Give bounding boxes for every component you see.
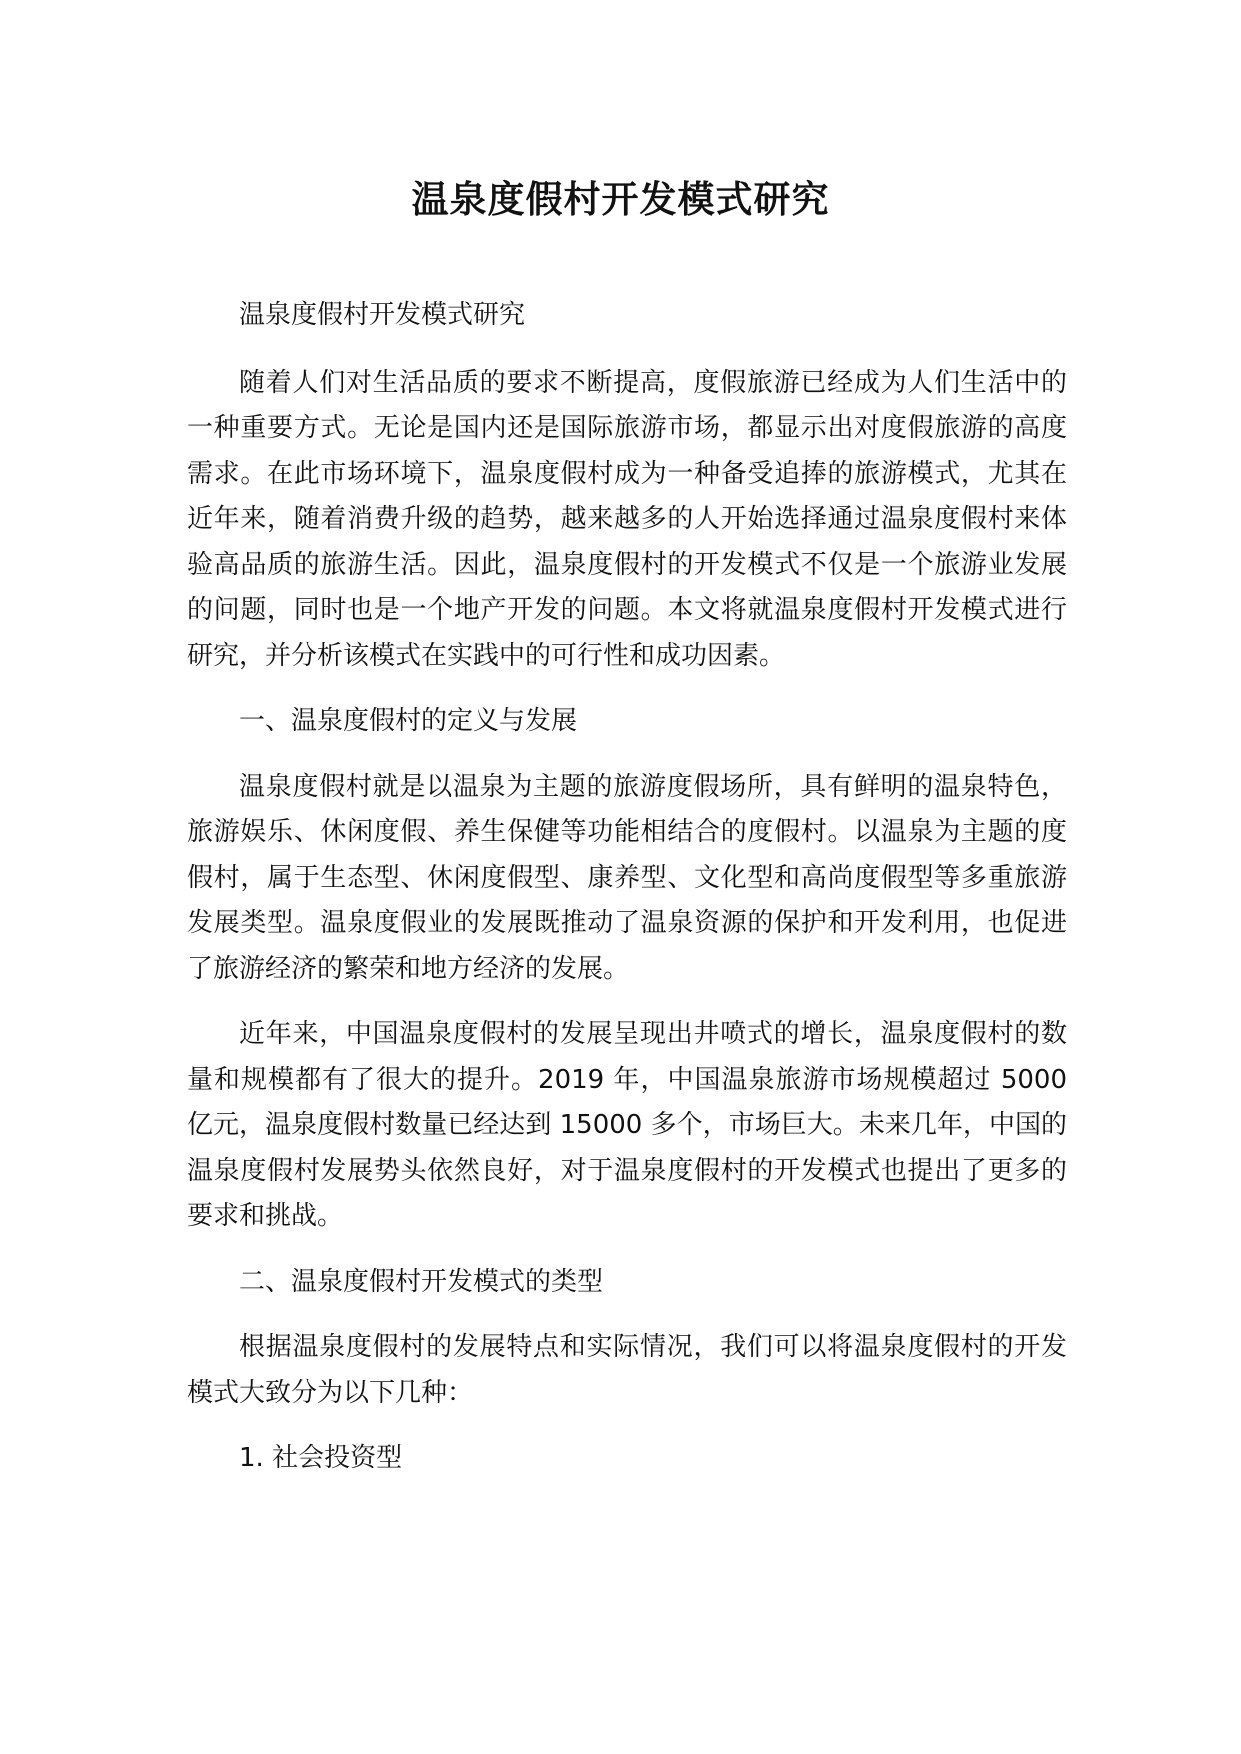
document-subtitle: 温泉度假村开发模式研究 <box>239 300 526 330</box>
document-title: 温泉度假村开发模式研究 <box>411 178 830 221</box>
section-1-heading: 一、温泉度假村的定义与发展 <box>239 706 578 736</box>
section-2-heading: 二、温泉度假村开发模式的类型 <box>239 1266 604 1297</box>
section-1-paragraph-2: 近年来，中国温泉度假村的发展呈现出井喷式的增长，温泉度假村的数量和规模都有了很大的提升。2019 年，中国温泉旅游市场规模超过 5000 亿元，温泉度假村数量已经达到 15000 多个，市场巨大。未来几年，中国的温泉度假村发展势头依然良好，对于温泉度假村的开发模式也提出了更多的要求和挑战。 <box>187 1019 1067 1231</box>
section-2-item-1: 1. 社会投资型 <box>239 1443 403 1473</box>
intro-paragraph: 随着人们对生活品质的要求不断提高，度假旅游已经成为人们生活中的一种重要方式。无论是国内还是国际旅游市场，都显示出对度假旅游的高度需求。在此市场环境下，温泉度假村成为一种备受追捧的旅游模式，尤其在近年来，随着消费升级的趋势，越来越多的人开始选择通过温泉度假村来体验高品质的旅游生活。因此，温泉度假村的开发模式不仅是一个旅游业发展的问题，同时也是一个地产开发的问题。本文将就温泉度假村开发模式进行研究，并分析该模式在实践中的可行性和成功因素。 <box>187 367 1067 671</box>
document-body <box>187 293 1067 1502</box>
section-1-paragraph-1: 温泉度假村就是以温泉为主题的旅游度假场所，具有鲜明的温泉特色，旅游娱乐、休闲度假、养生保健等功能相结合的度假村。以温泉为主题的度假村，属于生态型、休闲度假型、康养型、文化型和高尚度假型等多重旅游发展类型。温泉度假业的发展既推动了温泉资源的保护和开发利用，也促进了旅游经济的繁荣和地方经济的发展。 <box>187 771 1067 984</box>
section-2-paragraph-1: 根据温泉度假村的发展特点和实际情况，我们可以将温泉度假村的开发模式大致分为以下几种： <box>187 1332 1067 1408</box>
